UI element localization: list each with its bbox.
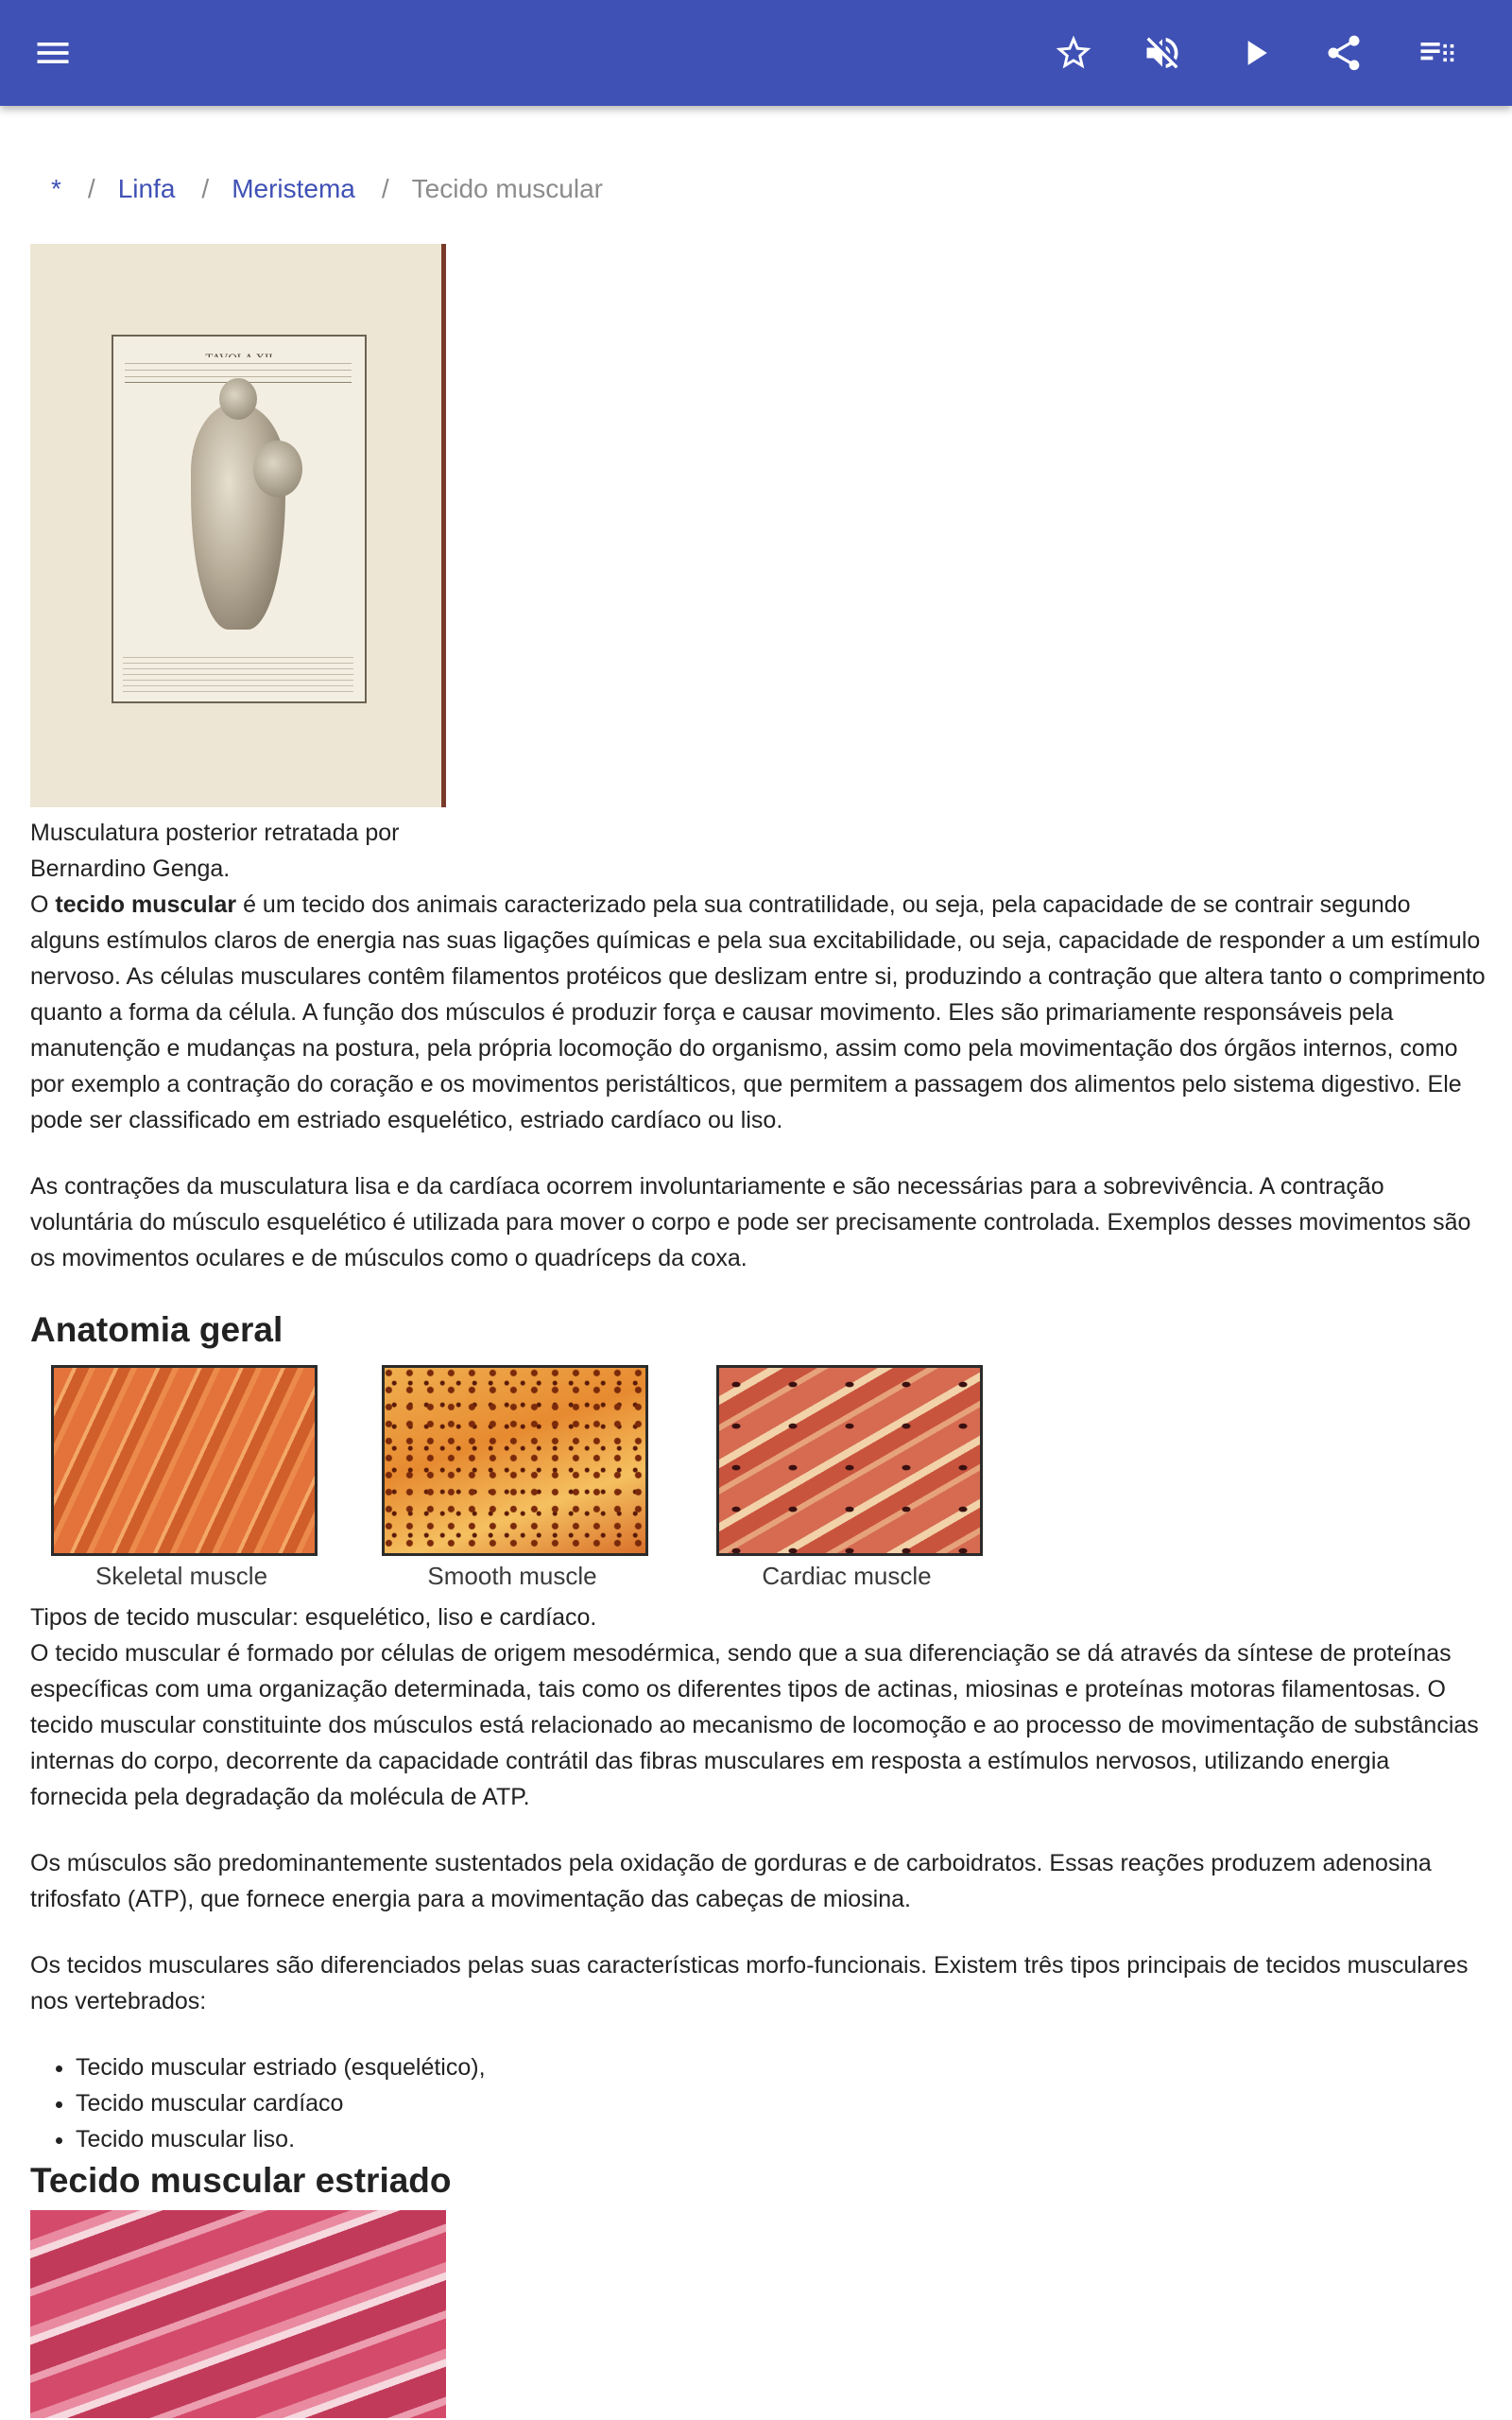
list-item: • Tecido muscular cardíaco <box>76 2085 1486 2121</box>
breadcrumb-separator: / <box>381 174 389 203</box>
paragraph-contractions: As contrações da musculatura lisa e da cardíaca ocorrem involuntariamente e são necessárias para a sobrevivência. A contração voluntária do músculo esquelético é utilizada para mover o corpo e pode ser precisamente controlada. Exemplos desses movimentos são os movimentos oculares e de músculos como o quadríceps da coxa. <box>30 1173 1471 1271</box>
breadcrumb <box>51 168 603 210</box>
skeletal-muscle-label: Skeletal muscle <box>94 1562 268 1590</box>
engraving-page-edge <box>441 244 446 807</box>
smooth-muscle-tile <box>382 1365 648 1556</box>
article-content <box>30 244 1486 2418</box>
menu-icon[interactable] <box>23 23 83 83</box>
star-outline-icon[interactable] <box>1043 23 1104 83</box>
musculature-engraving-image[interactable] <box>30 244 446 807</box>
breadcrumb-meristema[interactable]: Meristema <box>232 174 355 203</box>
figure-caption-types: Tipos de tecido muscular: esquelético, liso e cardíaco. <box>30 1604 597 1631</box>
intro-paragraph <box>30 887 1486 1138</box>
smooth-muscle-label: Smooth muscle <box>427 1562 597 1590</box>
paragraph-mesodermic: O tecido muscular é formado por células de origem mesodérmica, sendo que a sua diferenciação se dá através da síntese de proteínas específicas com uma organização determinada, tais como os diferentes tipos de actinas, miosinas e proteínas motoras filamentosas. O tecido muscular constituinte dos músculos está relacionado ao mecanismo de locomoção e ao processo de movimentação de substâncias internas do corpo, decorrente da capacidade contrátil das fibras musculares em resposta a estímulos nervosos, utilizando energia fornecida pela degradação da molécula de ATP. <box>30 1640 1479 1810</box>
section-heading-anatomia: Anatomia geral <box>30 1310 284 1349</box>
breadcrumb-linfa[interactable]: Linfa <box>117 174 176 203</box>
skeletal-muscle-tile <box>51 1365 318 1556</box>
muscle-types-list <box>30 2049 1486 2157</box>
volume-off-icon[interactable] <box>1132 23 1193 83</box>
muscle-types-image[interactable] <box>30 1365 994 1599</box>
list-item: • Tecido muscular estriado (esquelético), <box>76 2049 1486 2085</box>
section-heading-estriado: Tecido muscular estriado <box>30 2161 452 2200</box>
paragraph-types-intro: Os tecidos musculares são diferenciados pelas suas características morfo-funcionais. Existem três tipos principais de tecidos musculares nos vertebrados: <box>30 1952 1469 2014</box>
striated-muscle-image[interactable] <box>30 2210 446 2418</box>
engraving-plate-notes <box>123 652 353 694</box>
playlist-icon[interactable] <box>1406 23 1467 83</box>
breadcrumb-current: Tecido muscular <box>411 174 603 203</box>
engraving-plate <box>112 335 367 703</box>
list-item: • Tecido muscular liso. <box>76 2121 1486 2157</box>
breadcrumb-separator: / <box>87 174 95 203</box>
engraving-figure-torso <box>191 403 285 630</box>
intro-bold-term: tecido muscular <box>55 891 237 918</box>
figure-caption: Musculatura posterior retratada por Bernardino Genga. <box>30 820 400 882</box>
share-icon[interactable] <box>1314 23 1374 83</box>
breadcrumb-separator: / <box>201 174 210 203</box>
intro-text-start: O <box>30 891 56 918</box>
paragraph-atp: Os músculos são predominantemente sustentados pela oxidação de gorduras e de carboidratos. Essas reações produzem adenosina trifosfato (ATP), que fornece energia para a movimentação das cabeças de miosina. <box>30 1850 1432 1912</box>
cardiac-muscle-label: Cardiac muscle <box>762 1562 932 1590</box>
engraving-figure-arm <box>253 441 302 497</box>
app-toolbar <box>0 0 1512 106</box>
cardiac-muscle-tile <box>716 1365 983 1556</box>
breadcrumb-home[interactable]: * <box>51 174 61 203</box>
play-icon[interactable] <box>1225 23 1285 83</box>
engraving-figure-head <box>219 378 257 420</box>
intro-text-rest: é um tecido dos animais caracterizado pela sua contratilidade, ou seja, pela capacidade de se contrair segundo alguns estímulos claros de energia nas suas ligações químicas e pela sua excitabilidade, ou seja, capacidade de responder a um estímulo nervoso. As células musculares contêm filamentos protéicos que deslizam entre si, produzindo a contração que altera tanto o comprimento quanto a forma da célula. A função dos músculos é produzir força e causar movimento. Eles são primariamente responsáveis pela manutenção e mudanças na postura, pela própria locomoção do organismo, assim como pela movimentação dos órgãos internos, como por exemplo a contração do coração e os movimentos peristálticos, que permitem a passagem dos alimentos pelo sistema digestivo. Ele pode ser classificado em estriado esquelético, estriado cardíaco ou liso. <box>30 891 1486 1133</box>
